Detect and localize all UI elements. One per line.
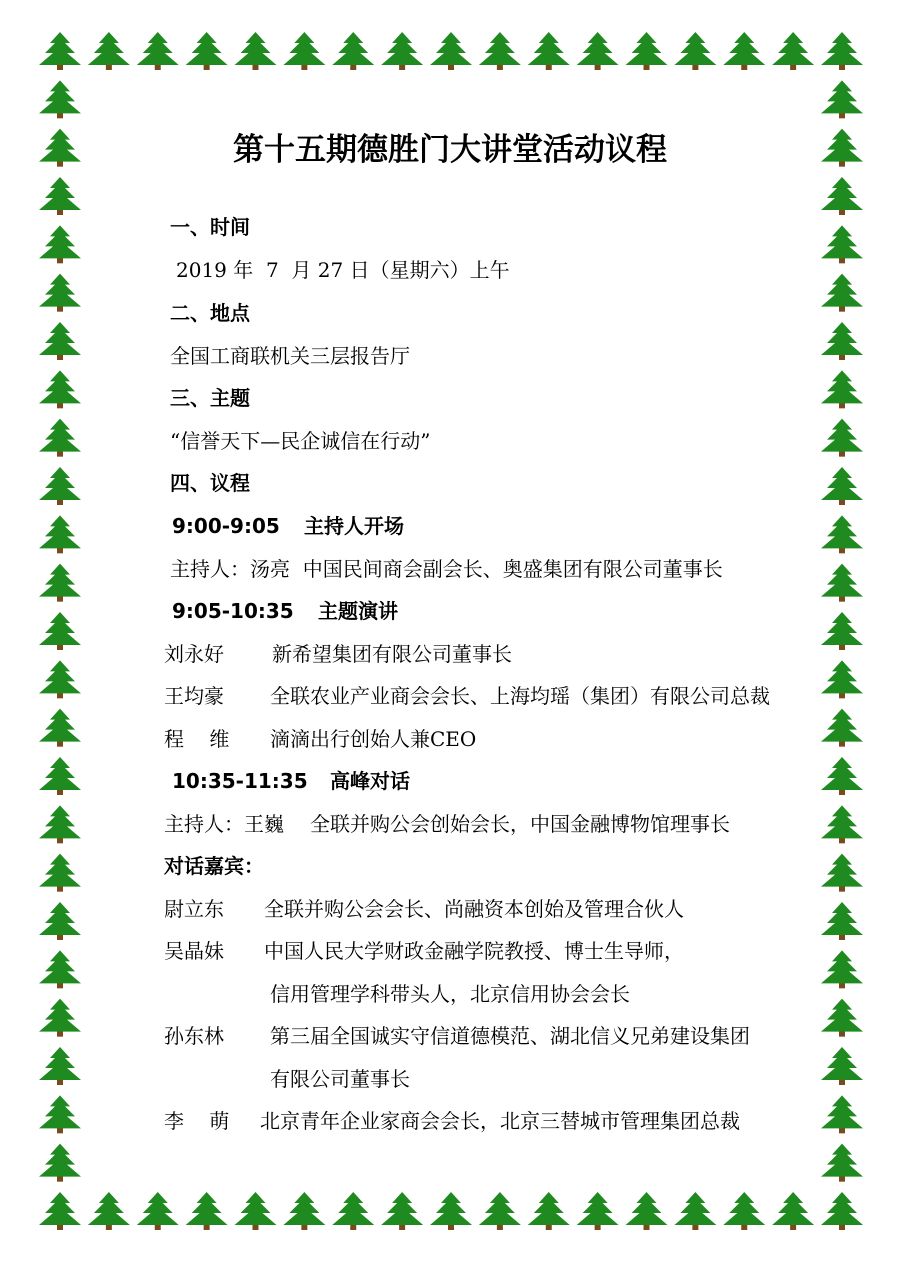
guest-role: 中国人民大学财政金融学院教授、博士生导师， (264, 939, 684, 963)
guests-heading: 对话嘉宾： (164, 854, 264, 878)
christmas-tree-icon (39, 950, 81, 988)
christmas-tree-icon (381, 1192, 423, 1230)
christmas-tree-icon (821, 1144, 863, 1182)
christmas-tree-icon (332, 1192, 374, 1230)
speaker-role: 新希望集团有限公司董事长 (272, 642, 512, 666)
christmas-tree-icon (39, 225, 81, 263)
guest-role: 北京青年企业家商会会长，北京三替城市管理集团总裁 (260, 1109, 740, 1133)
christmas-tree-icon (772, 32, 814, 70)
christmas-tree-icon (821, 274, 863, 312)
christmas-tree-icon (479, 32, 521, 70)
time-value: 2019 年 7 月 27 日（星期六）上午 (176, 258, 510, 282)
summit-time: 10:35-11:35 (172, 769, 308, 793)
christmas-tree-icon (39, 274, 81, 312)
christmas-tree-icon (723, 32, 765, 70)
christmas-tree-icon (39, 322, 81, 360)
time-heading: 一、时间 (170, 215, 250, 239)
christmas-tree-icon (39, 515, 81, 553)
theme-value: “信誉天下—民企诚信在行动” (170, 429, 431, 453)
christmas-tree-icon (821, 515, 863, 553)
guest-role-continued: 信用管理学科带头人，北京信用协会会长 (270, 982, 630, 1006)
speaker-name: 刘永好 (164, 642, 224, 666)
christmas-tree-icon (821, 950, 863, 988)
christmas-tree-icon (821, 757, 863, 795)
keynote-title: 主题演讲 (318, 599, 398, 623)
christmas-tree-icon (772, 1192, 814, 1230)
summit-host-label: 主持人：王巍 (164, 812, 284, 836)
christmas-tree-icon (39, 854, 81, 892)
christmas-tree-icon (39, 32, 81, 70)
guest-role: 第三届全国诚实守信道德模范、湖北信义兄弟建设集团 (270, 1024, 750, 1048)
christmas-tree-icon (674, 32, 716, 70)
christmas-tree-icon (381, 32, 423, 70)
guest-name: 孙东林 (164, 1024, 224, 1048)
christmas-tree-icon (235, 32, 277, 70)
summit-title: 高峰对话 (330, 769, 410, 793)
christmas-tree-icon (577, 32, 619, 70)
christmas-tree-icon (283, 32, 325, 70)
guest-name: 吴晶妹 (164, 939, 224, 963)
christmas-tree-icon (821, 322, 863, 360)
christmas-tree-icon (821, 612, 863, 650)
christmas-tree-icon (626, 32, 668, 70)
christmas-tree-icon (821, 32, 863, 70)
opening-host-line: 主持人：汤亮 中国民间商会副会长、奥盛集团有限公司董事长 (170, 557, 723, 581)
christmas-tree-icon (137, 32, 179, 70)
christmas-tree-icon (39, 1047, 81, 1085)
page-title: 第十五期德胜门大讲堂活动议程 (233, 132, 667, 168)
opening-time: 9:00-9:05 (172, 514, 280, 538)
christmas-tree-icon (39, 757, 81, 795)
christmas-tree-icon (430, 32, 472, 70)
speaker-name: 王均豪 (164, 684, 224, 708)
christmas-tree-icon (39, 177, 81, 215)
christmas-tree-icon (39, 1095, 81, 1133)
christmas-tree-icon (821, 902, 863, 940)
guest-role: 全联并购公会会长、尚融资本创始及管理合伙人 (264, 897, 684, 921)
christmas-tree-icon (39, 80, 81, 118)
christmas-tree-icon (821, 80, 863, 118)
christmas-tree-icon (479, 1192, 521, 1230)
christmas-tree-icon (430, 1192, 472, 1230)
christmas-tree-icon (723, 1192, 765, 1230)
speaker-role: 滴滴出行创始人兼CEO (270, 727, 477, 751)
keynote-time: 9:05-10:35 (172, 599, 294, 623)
christmas-tree-icon (821, 660, 863, 698)
christmas-tree-icon (821, 709, 863, 747)
christmas-tree-icon (39, 467, 81, 505)
christmas-tree-icon (39, 564, 81, 602)
christmas-tree-icon (577, 1192, 619, 1230)
christmas-tree-icon (39, 370, 81, 408)
christmas-tree-icon (626, 1192, 668, 1230)
christmas-tree-icon (821, 467, 863, 505)
christmas-tree-icon (235, 1192, 277, 1230)
christmas-tree-icon (39, 999, 81, 1037)
christmas-tree-icon (39, 805, 81, 843)
christmas-tree-icon (821, 805, 863, 843)
place-heading: 二、地点 (170, 301, 250, 325)
christmas-tree-icon (39, 1144, 81, 1182)
christmas-tree-icon (39, 902, 81, 940)
christmas-tree-icon (88, 1192, 130, 1230)
christmas-tree-icon (821, 370, 863, 408)
guest-name: 尉立东 (164, 897, 224, 921)
christmas-tree-icon (88, 32, 130, 70)
christmas-tree-icon (137, 1192, 179, 1230)
theme-heading: 三、主题 (170, 386, 250, 410)
christmas-tree-icon (821, 1095, 863, 1133)
christmas-tree-icon (528, 1192, 570, 1230)
speaker-name: 程 维 (164, 727, 230, 751)
christmas-tree-icon (821, 1047, 863, 1085)
speaker-role: 全联农业产业商会会长、上海均瑶（集团）有限公司总裁 (270, 684, 770, 708)
christmas-tree-icon (186, 32, 228, 70)
guest-name: 李 萌 (164, 1109, 230, 1133)
christmas-tree-icon (528, 32, 570, 70)
christmas-tree-icon (283, 1192, 325, 1230)
christmas-tree-icon (39, 612, 81, 650)
christmas-tree-icon (821, 419, 863, 457)
christmas-tree-icon (39, 660, 81, 698)
christmas-tree-icon (821, 854, 863, 892)
christmas-tree-icon (821, 564, 863, 602)
place-value: 全国工商联机关三层报告厅 (170, 344, 410, 368)
summit-host-role: 全联并购公会创始会长，中国金融博物馆理事长 (310, 812, 730, 836)
christmas-tree-icon (674, 1192, 716, 1230)
christmas-tree-icon (821, 177, 863, 215)
christmas-tree-icon (39, 709, 81, 747)
christmas-tree-icon (332, 32, 374, 70)
opening-title: 主持人开场 (304, 514, 404, 538)
christmas-tree-icon (821, 999, 863, 1037)
christmas-tree-icon (821, 225, 863, 263)
agenda-heading: 四、议程 (170, 471, 250, 495)
guest-role-continued: 有限公司董事长 (270, 1067, 410, 1091)
christmas-tree-icon (39, 1192, 81, 1230)
christmas-tree-icon (821, 1192, 863, 1230)
christmas-tree-icon (39, 419, 81, 457)
christmas-tree-icon (186, 1192, 228, 1230)
